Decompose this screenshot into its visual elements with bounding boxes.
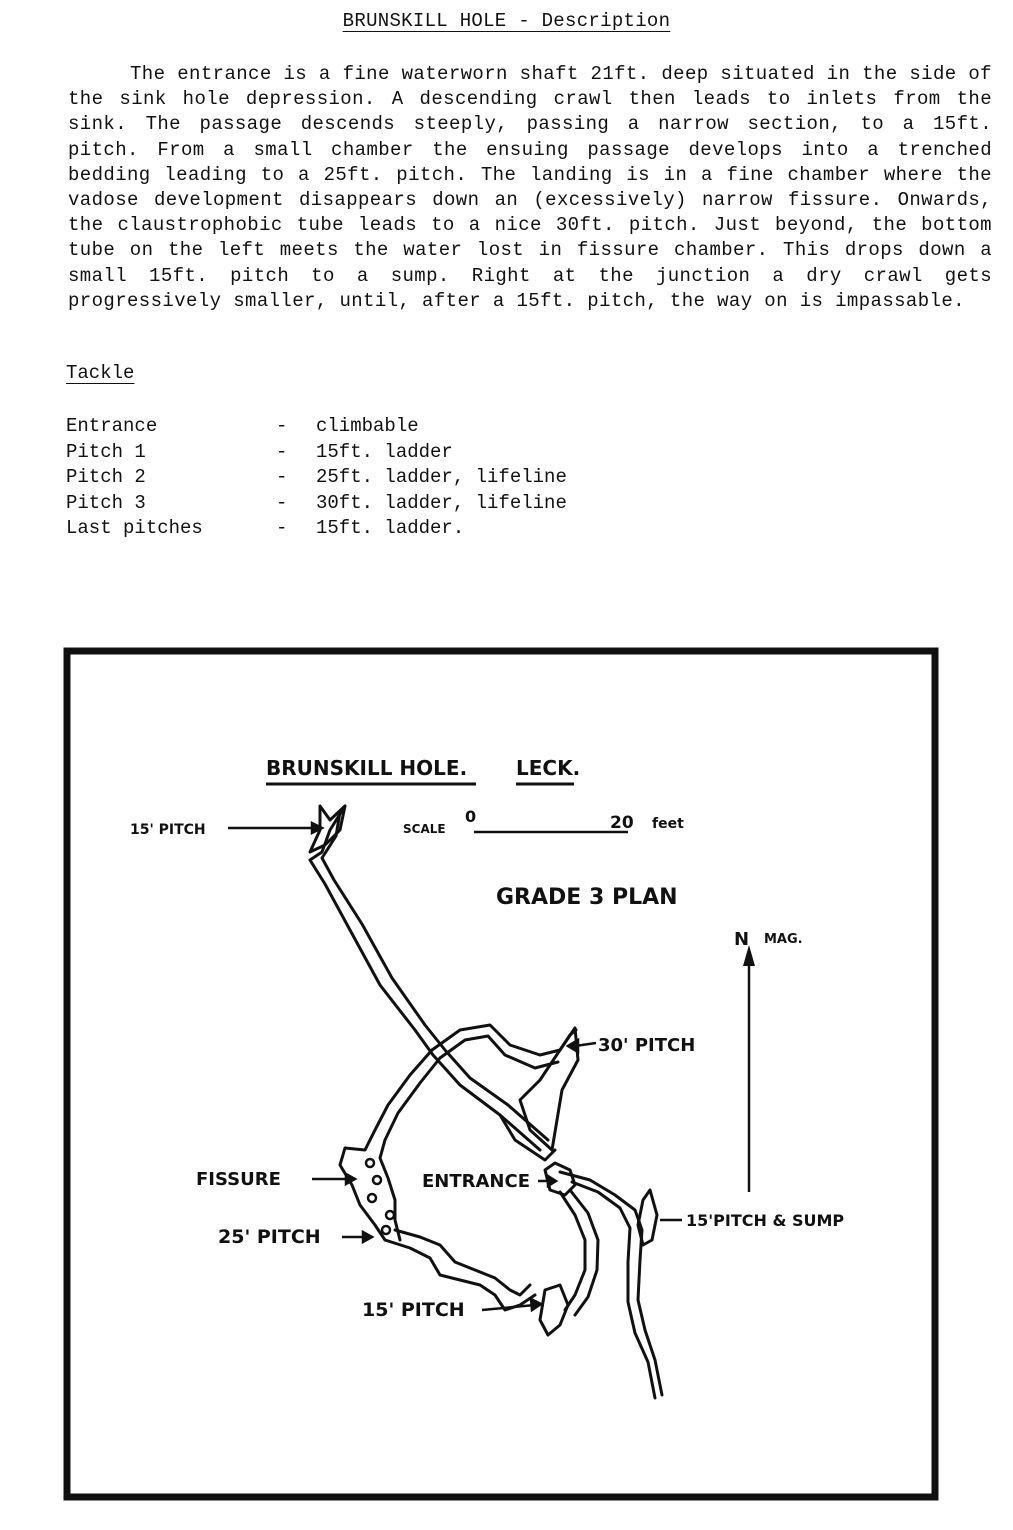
north-letter: N (734, 929, 750, 950)
sump-chamber (638, 1190, 657, 1245)
tackle-item: Last pitches (66, 517, 203, 539)
scale-end: 20 (610, 813, 634, 833)
leader-arrow-icon (363, 1232, 372, 1242)
passage-wall (380, 1058, 440, 1240)
boulder (386, 1211, 394, 1219)
passage-wall (322, 812, 548, 1140)
tackle-dash: - (276, 415, 288, 437)
tackle-dash: - (276, 517, 288, 539)
boulder (366, 1159, 374, 1167)
label-15-pitch-sump: 15'PITCH & SUMP (686, 1211, 845, 1230)
survey-area: LECK. (516, 756, 581, 780)
leader-arrow-icon (548, 1176, 556, 1186)
survey-grade: GRADE 3 PLAN (496, 885, 678, 910)
tackle-item: Pitch 3 (66, 491, 146, 514)
boulder (368, 1194, 376, 1202)
label-15-pitch-bottom: 15' PITCH (362, 1299, 465, 1321)
passage-wall (572, 1182, 655, 1398)
page-title-text: BRUNSKILL HOLE - Description (342, 10, 671, 32)
survey-title: BRUNSKILL HOLE. (266, 756, 468, 780)
tackle-heading: Tackle (66, 362, 135, 384)
tackle-gear: 30ft. ladder, lifeline (316, 491, 567, 514)
scale-start: 0 (465, 807, 477, 826)
passage-wall (340, 1050, 432, 1240)
tackle-item: Pitch 1 (66, 440, 146, 463)
tackle-gear: 25ft. ladder, lifeline (316, 466, 567, 488)
label-25-pitch: 25' PITCH (218, 1226, 321, 1248)
fissure-boulders (366, 1159, 394, 1234)
boulder (382, 1226, 390, 1234)
scale-unit: feet (652, 816, 684, 832)
leader-arrow-icon (568, 1040, 578, 1052)
label-entrance: ENTRANCE (422, 1171, 530, 1192)
survey-frame (67, 651, 935, 1497)
north-note: MAG. (764, 932, 803, 947)
boulder (373, 1176, 381, 1184)
tackle-gear: climbable (316, 415, 419, 437)
label-15-pitch-top: 15' PITCH (130, 822, 206, 838)
label-fissure: FISSURE (196, 1169, 281, 1190)
passage-wall (310, 806, 540, 1150)
tackle-gear: 15ft. ladder. (316, 517, 465, 539)
label-30-pitch: 30' PITCH (598, 1035, 696, 1056)
tackle-gear: 15ft. ladder (316, 440, 453, 463)
scale-label: SCALE (403, 822, 446, 836)
leader-arrow-icon (346, 1174, 355, 1184)
tackle-item: Pitch 2 (66, 466, 146, 488)
tackle-dash: - (276, 466, 288, 488)
tackle-dash: - (276, 440, 288, 463)
tackle-dash: - (276, 491, 288, 514)
passage-wall (432, 1025, 576, 1055)
tackle-item: Entrance (66, 415, 158, 437)
passage-wall (395, 1230, 530, 1295)
leader-arrow-icon (531, 1299, 541, 1310)
description-text: The entrance is a fine waterworn shaft 21ft. deep situated in the side of the sink hole depression. A descending crawl then leads to inlets from the sink. The passage descends steeply, passing a narrow section, to a 15ft. pitch. From a small chamber the ensuing passage develops into a trenched bedding leading to a 25ft. pitch. The landing is in a fine chamber where the vadose development disappears down an (excessively) narrow fissure. Onwards, the claustrophobic tube leads to a nice 30ft. pitch. Just beyond, the bottom tube on the left meets the water lost in fissure chamber. This drops down a small 15ft. pitch to a sump. Right at the junction a dry crawl gets progressively smaller, until, after a 15ft. pitch, the way on is impassable. (68, 63, 992, 312)
